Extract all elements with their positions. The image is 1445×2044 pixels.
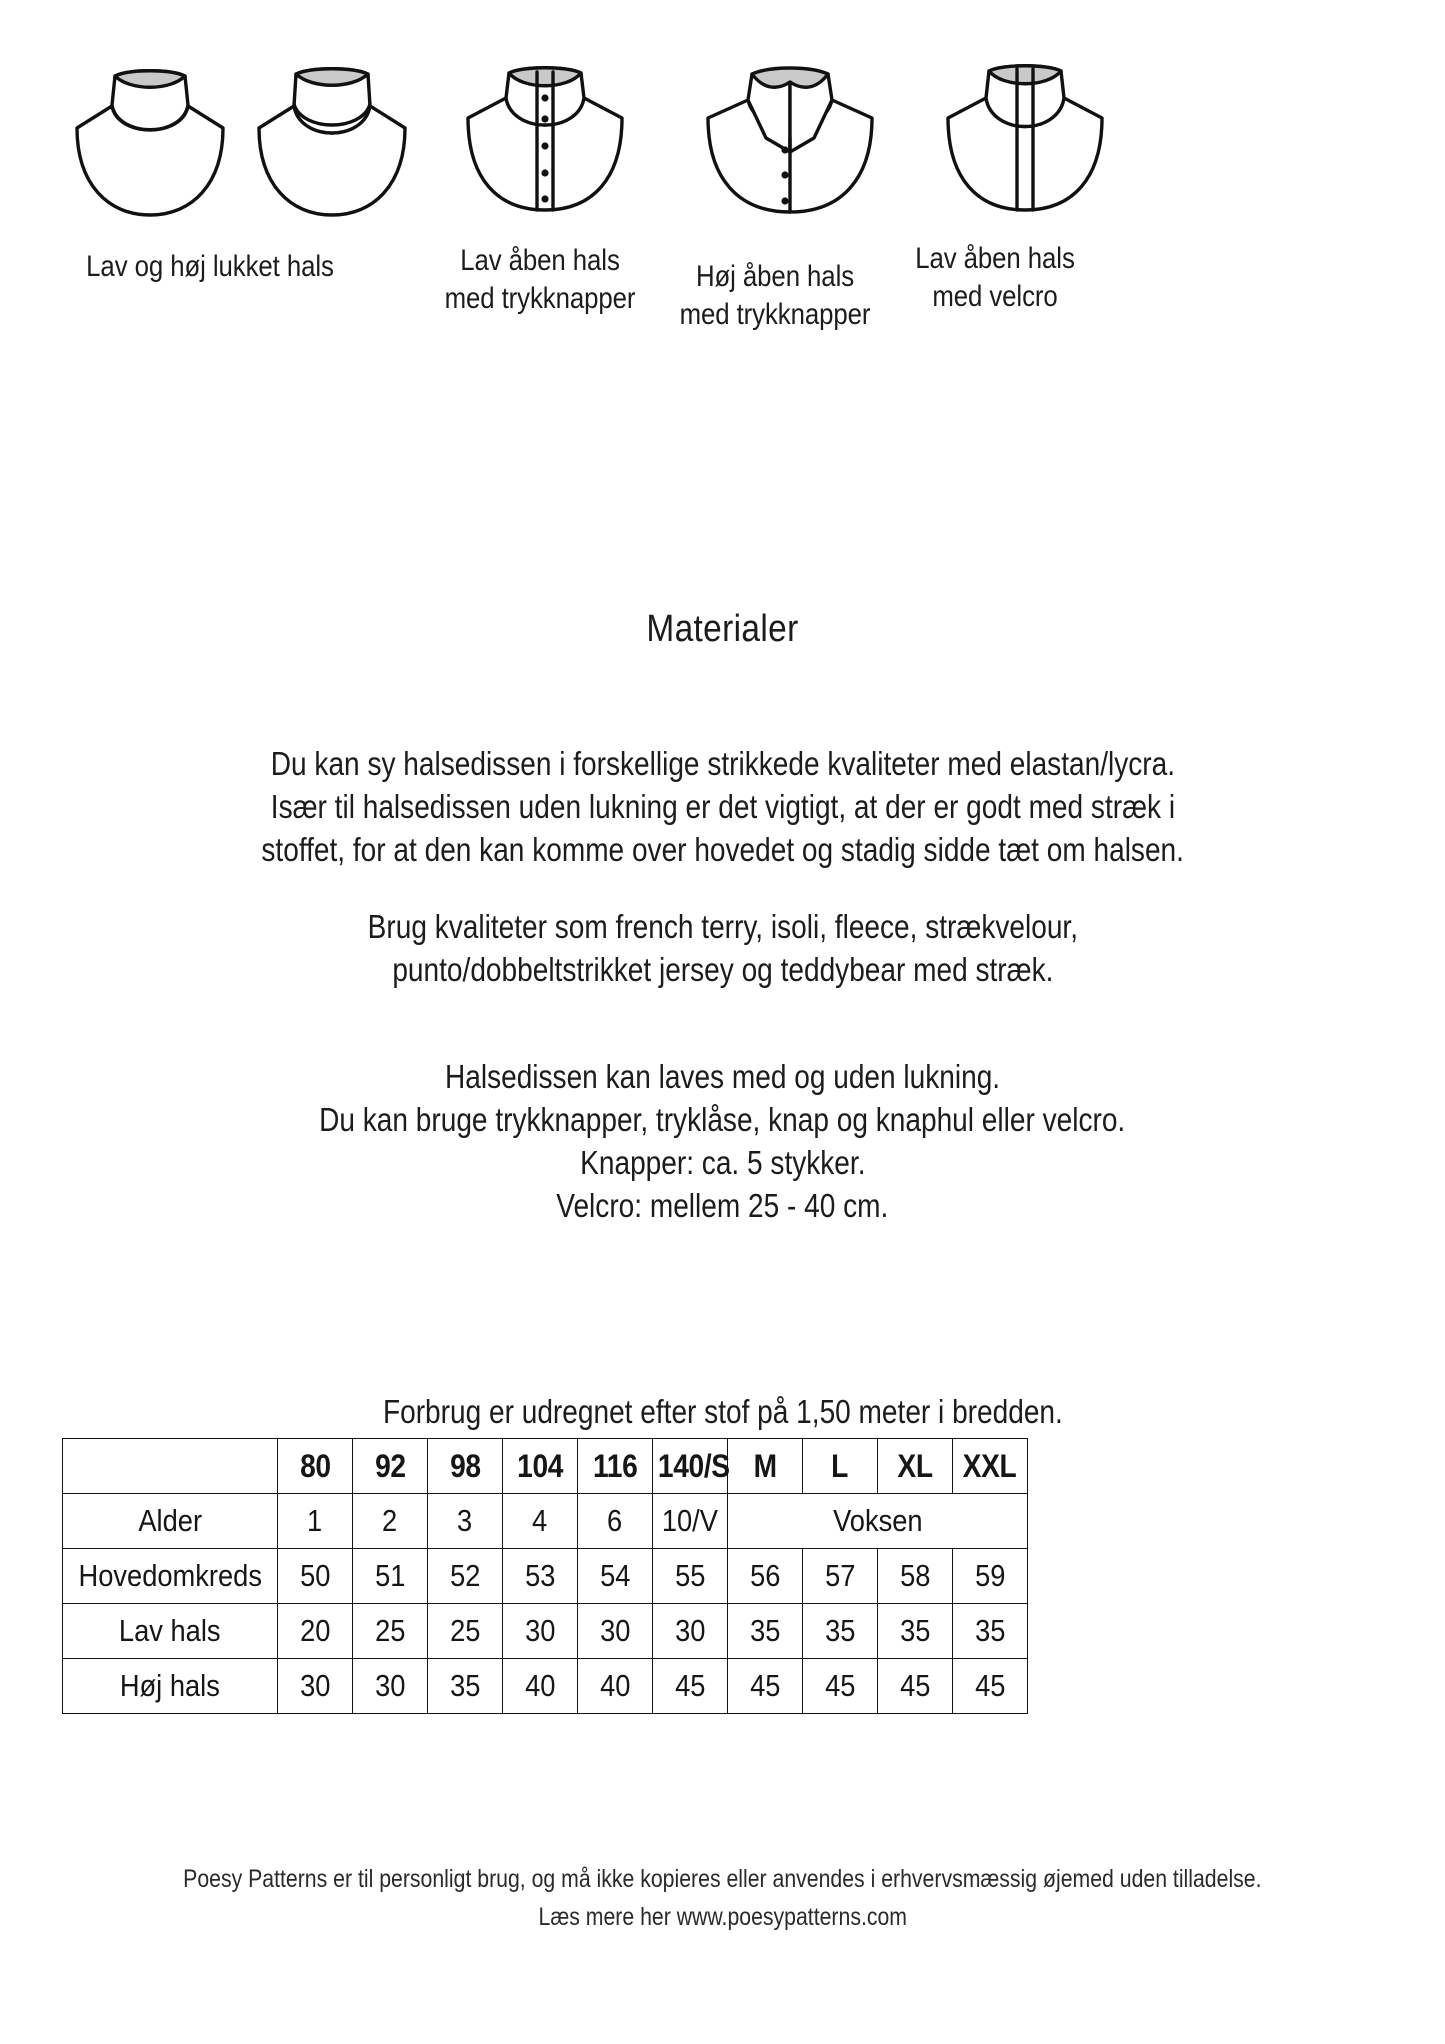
collar-caption-4-line-2: med velcro	[932, 280, 1058, 314]
table-col-header: 92	[353, 1439, 428, 1494]
table-cell: 45	[653, 1659, 728, 1714]
size-table	[62, 1438, 1028, 1714]
collar-figure-hoj-lukket-hals	[252, 60, 412, 220]
table-cell-voksen-merged: Voksen	[728, 1494, 1028, 1549]
table-corner-cell	[63, 1439, 278, 1494]
collar-caption-4-line-1: Lav åben hals	[915, 242, 1075, 275]
paragraph-fabric-width-note	[0, 1390, 1445, 1433]
collar-caption-3-line-1: Høj åben hals	[695, 260, 855, 293]
table-row-lav-hals	[63, 1604, 1028, 1659]
collar-caption-4	[896, 240, 1094, 317]
table-cell: 54	[578, 1549, 653, 1604]
section-heading-materialer	[0, 608, 1445, 651]
table-cell: 30	[653, 1604, 728, 1659]
table-cell: 30	[353, 1659, 428, 1714]
paragraph-line: Knapper: ca. 5 stykker.	[579, 1144, 866, 1181]
table-cell: 53	[503, 1549, 578, 1604]
paragraph-line: punto/dobbeltstrikket jersey og teddybear med stræk.	[391, 951, 1054, 988]
table-cell: 25	[428, 1604, 503, 1659]
table-cell: 10/V	[653, 1494, 728, 1549]
table-cell: 2	[353, 1494, 428, 1549]
table-col-header: L	[803, 1439, 878, 1494]
table-cell: 1	[278, 1494, 353, 1549]
table-cell: 45	[803, 1659, 878, 1714]
collar-caption-3-line-2: med trykknapper	[679, 298, 871, 332]
paragraph-line: Især til halsedissen uden lukning er det vigtigt, at der er godt med stræk i	[270, 788, 1175, 825]
table-cell: 35	[428, 1659, 503, 1714]
table-cell: 55	[653, 1549, 728, 1604]
table-cell: 45	[953, 1659, 1028, 1714]
table-row-hovedomkreds	[63, 1549, 1028, 1604]
footer-copyright-line: Poesy Patterns er til personligt brug, og må ikke kopieres eller anvendes i erhvervsmæssig øjemed uden tilladelse.	[183, 1865, 1262, 1893]
table-header-row	[63, 1439, 1028, 1494]
table-row-alder	[63, 1494, 1028, 1549]
collar-figure-hoj-aben-hals-trykknapper	[700, 60, 880, 225]
paragraph-recommended-fabrics	[0, 905, 1445, 991]
table-col-header: M	[728, 1439, 803, 1494]
table-cell: 30	[278, 1659, 353, 1714]
table-cell: 58	[878, 1549, 953, 1604]
paragraph-line: Velcro: mellem 25 - 40 cm.	[556, 1187, 889, 1224]
table-row-hoj-hals	[63, 1659, 1028, 1714]
table-cell: 30	[503, 1604, 578, 1659]
table-cell: 6	[578, 1494, 653, 1549]
collar-caption-2	[437, 242, 643, 319]
table-cell: 20	[278, 1604, 353, 1659]
table-col-header: 104	[503, 1439, 578, 1494]
collar-caption-2-line-1: Lav åben hals	[460, 244, 620, 277]
table-cell: 40	[578, 1659, 653, 1714]
collar-caption-2-line-2: med trykknapper	[444, 282, 636, 316]
paragraph-closure-options	[0, 1055, 1445, 1227]
table-cell: 4	[503, 1494, 578, 1549]
table-cell: 50	[278, 1549, 353, 1604]
table-cell: 51	[353, 1549, 428, 1604]
table-cell: 57	[803, 1549, 878, 1604]
table-col-header: 116	[578, 1439, 653, 1494]
table-row-label: Høj hals	[63, 1659, 278, 1714]
table-cell: 56	[728, 1549, 803, 1604]
table-col-header: XXL	[953, 1439, 1028, 1494]
table-col-header: 140/S	[653, 1439, 728, 1494]
table-row-label: Alder	[63, 1494, 278, 1549]
collar-figure-lav-aben-hals-velcro	[940, 60, 1110, 225]
table-cell: 25	[353, 1604, 428, 1659]
table-cell: 45	[728, 1659, 803, 1714]
collar-caption-1: Lav og høj lukket hals	[86, 250, 334, 283]
size-table-container	[62, 1438, 1027, 1714]
collar-figure-lav-aben-hals-trykknapper	[460, 60, 630, 225]
table-row-label: Lav hals	[63, 1604, 278, 1659]
table-col-header: 98	[428, 1439, 503, 1494]
table-col-header: XL	[878, 1439, 953, 1494]
paragraph-line: stoffet, for at den kan komme over hovedet og stadig sidde tæt om halsen.	[261, 831, 1184, 868]
paragraph-line: Du kan bruge trykknapper, tryklåse, knap og knaphul eller velcro.	[319, 1101, 1126, 1138]
footer-website-line: Læs mere her www.poesypatterns.com	[538, 1903, 907, 1931]
table-cell: 59	[953, 1549, 1028, 1604]
table-cell: 45	[878, 1659, 953, 1714]
section-heading-text: Materialer	[646, 608, 799, 650]
collar-caption-3	[672, 258, 878, 335]
table-cell: 35	[728, 1604, 803, 1659]
table-cell: 30	[578, 1604, 653, 1659]
paragraph-line: Brug kvaliteter som french terry, isoli, fleece, strækvelour,	[367, 908, 1078, 945]
table-row-label: Hovedomkreds	[63, 1549, 278, 1604]
table-col-header: 80	[278, 1439, 353, 1494]
table-cell: 35	[803, 1604, 878, 1659]
table-cell: 35	[878, 1604, 953, 1659]
paragraph-line: Halsedissen kan laves med og uden lukning.	[444, 1058, 1001, 1095]
table-cell: 52	[428, 1549, 503, 1604]
page-footer	[0, 1860, 1445, 1936]
paragraph-line: Forbrug er udregnet efter stof på 1,50 meter i bredden.	[382, 1393, 1063, 1430]
table-cell: 40	[503, 1659, 578, 1714]
paragraph-line: Du kan sy halsedissen i forskellige strikkede kvaliteter med elastan/lycra.	[270, 745, 1175, 782]
table-cell: 3	[428, 1494, 503, 1549]
paragraph-fabric-qualities	[0, 742, 1445, 871]
table-cell: 35	[953, 1604, 1028, 1659]
collar-figure-lav-lukket-hals	[70, 60, 230, 220]
